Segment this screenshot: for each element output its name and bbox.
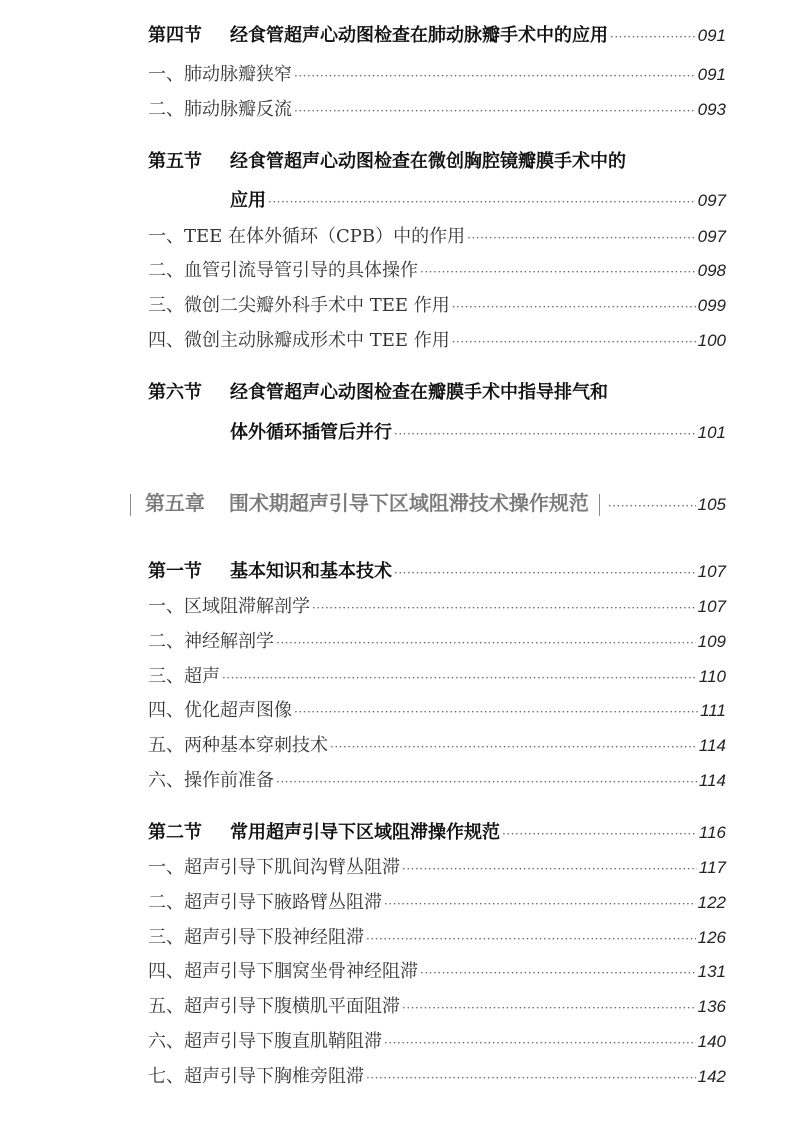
page-number: 101 [697, 423, 726, 442]
toc-entry[interactable] [148, 699, 726, 724]
toc-entry-chapter[interactable] [130, 489, 726, 520]
page-number: 114 [698, 771, 726, 790]
section-title: 经食管超声心动图检查在肺动脉瓣手术中的应用 [230, 25, 608, 46]
leader-dots [402, 857, 697, 881]
section-title: 基本知识和基本技术 [230, 561, 392, 582]
page-number: 107 [697, 597, 726, 616]
leader-dots [294, 700, 698, 724]
page-number: 126 [697, 928, 726, 947]
page-number: 140 [697, 1032, 726, 1051]
section-title: 经食管超声心动图检查在瓣膜手术中指导排气和 [230, 382, 608, 403]
page-number: 109 [697, 632, 726, 651]
leader-dots [294, 64, 696, 88]
toc-entry[interactable] [148, 98, 726, 123]
page-number: 114 [698, 736, 726, 755]
toc-entry[interactable] [148, 769, 726, 794]
section-label: 第二节 [148, 822, 202, 843]
page-number: 131 [697, 962, 726, 981]
leader-dots [610, 25, 696, 49]
entry-title: 三、超声 [148, 666, 220, 687]
page-number: 105 [697, 495, 726, 514]
page-number: 097 [697, 191, 726, 210]
leader-dots [312, 596, 696, 620]
toc-entry-section[interactable] [148, 24, 726, 49]
entry-title: 二、肺动脉瓣反流 [148, 99, 292, 120]
entry-title: 六、超声引导下腹直肌鞘阻滞 [148, 1031, 382, 1052]
entry-title: 一、超声引导下肌间沟臂丛阻滞 [148, 857, 400, 878]
page-number: 116 [698, 823, 726, 842]
leader-dots [394, 422, 696, 446]
toc-entry[interactable] [148, 960, 726, 985]
toc-entry[interactable] [148, 856, 726, 881]
page-number: 093 [697, 100, 726, 119]
page-number: 091 [697, 26, 726, 45]
section-title: 常用超声引导下区域阻滞操作规范 [230, 822, 500, 843]
toc-entry-section-continued[interactable] [230, 189, 726, 214]
page-number: 099 [697, 296, 726, 315]
page-number: 098 [697, 261, 726, 280]
entry-title: 四、微创主动脉瓣成形术中 TEE 作用 [148, 330, 450, 351]
page-number: 100 [697, 331, 726, 350]
chapter-label: 第五章 [144, 491, 205, 515]
leader-dots [222, 666, 697, 690]
section-label: 第五节 [148, 151, 202, 172]
page-number: 136 [697, 997, 726, 1016]
section-label: 第六节 [148, 382, 202, 403]
entry-title: 四、优化超声图像 [148, 700, 292, 721]
chapter-bar-left [130, 494, 131, 516]
toc-entry-section-continued[interactable] [230, 421, 726, 446]
toc-entry-section[interactable] [148, 560, 726, 585]
section-title: 经食管超声心动图检查在微创胸腔镜瓣膜手术中的 [230, 151, 626, 172]
chapter-title: 围术期超声引导下区域阻滞技术操作规范 [228, 491, 589, 515]
section-label: 第四节 [148, 25, 202, 46]
entry-title: 一、TEE 在体外循环（CPB）中的作用 [148, 226, 466, 247]
entry-title: 七、超声引导下胸椎旁阻滞 [148, 1066, 364, 1087]
toc-entry-section[interactable] [148, 150, 726, 174]
toc-entry[interactable] [148, 63, 726, 88]
chapter-bar-right [599, 494, 600, 516]
page-number: 107 [697, 562, 726, 581]
leader-dots [502, 822, 697, 846]
entry-title: 二、血管引流导管引导的具体操作 [148, 260, 418, 281]
toc-entry[interactable] [148, 891, 726, 916]
leader-dots [366, 1066, 696, 1090]
entry-title: 六、操作前准备 [148, 770, 274, 791]
leader-dots [330, 735, 697, 759]
leader-dots [394, 561, 696, 585]
page-number: 122 [697, 893, 726, 912]
leader-dots [366, 927, 696, 951]
leader-dots [384, 892, 696, 916]
section-label: 第一节 [148, 561, 202, 582]
toc-entry[interactable] [148, 1065, 726, 1090]
toc-entry[interactable] [148, 329, 726, 354]
toc-entry[interactable] [148, 926, 726, 951]
page-number: 110 [698, 667, 726, 686]
entry-title: 四、超声引导下腘窝坐骨神经阻滞 [148, 961, 418, 982]
page-number: 111 [700, 701, 726, 720]
leader-dots [268, 190, 696, 214]
toc-entry[interactable] [148, 995, 726, 1020]
toc-entry[interactable] [148, 630, 726, 655]
page-number: 117 [698, 858, 726, 877]
entry-title: 五、超声引导下腹横肌平面阻滞 [148, 996, 400, 1017]
toc-entry[interactable] [148, 294, 726, 319]
leader-dots [294, 99, 696, 123]
toc-entry[interactable] [148, 734, 726, 759]
leader-dots [420, 961, 696, 985]
toc-entry[interactable] [148, 665, 726, 690]
entry-title: 一、肺动脉瓣狭窄 [148, 64, 292, 85]
leader-dots [276, 631, 696, 655]
section-title-continued: 应用 [230, 190, 266, 211]
entry-title: 一、区域阻滞解剖学 [148, 596, 310, 617]
entry-title: 五、两种基本穿刺技术 [148, 735, 328, 756]
page-number: 097 [697, 227, 726, 246]
toc-entry[interactable] [148, 595, 726, 620]
leader-dots [608, 492, 696, 520]
page-number: 142 [697, 1067, 726, 1086]
page-number: 091 [697, 65, 726, 84]
toc-entry-section[interactable] [148, 821, 726, 846]
leader-dots [467, 226, 696, 250]
toc-entry-section[interactable] [148, 381, 726, 405]
leader-dots [420, 260, 696, 284]
leader-dots [276, 770, 697, 794]
section-title-continued: 体外循环插管后并行 [230, 422, 392, 443]
entry-title: 三、微创二尖瓣外科手术中 TEE 作用 [148, 295, 450, 316]
leader-dots [452, 295, 696, 319]
toc-entry[interactable] [148, 225, 726, 250]
leader-dots [452, 330, 696, 354]
entry-title: 二、超声引导下腋路臂丛阻滞 [148, 892, 382, 913]
toc-entry[interactable] [148, 1030, 726, 1055]
toc-entry[interactable] [148, 259, 726, 284]
leader-dots [402, 996, 696, 1020]
entry-title: 三、超声引导下股神经阻滞 [148, 927, 364, 948]
leader-dots [384, 1031, 696, 1055]
entry-title: 二、神经解剖学 [148, 631, 274, 652]
